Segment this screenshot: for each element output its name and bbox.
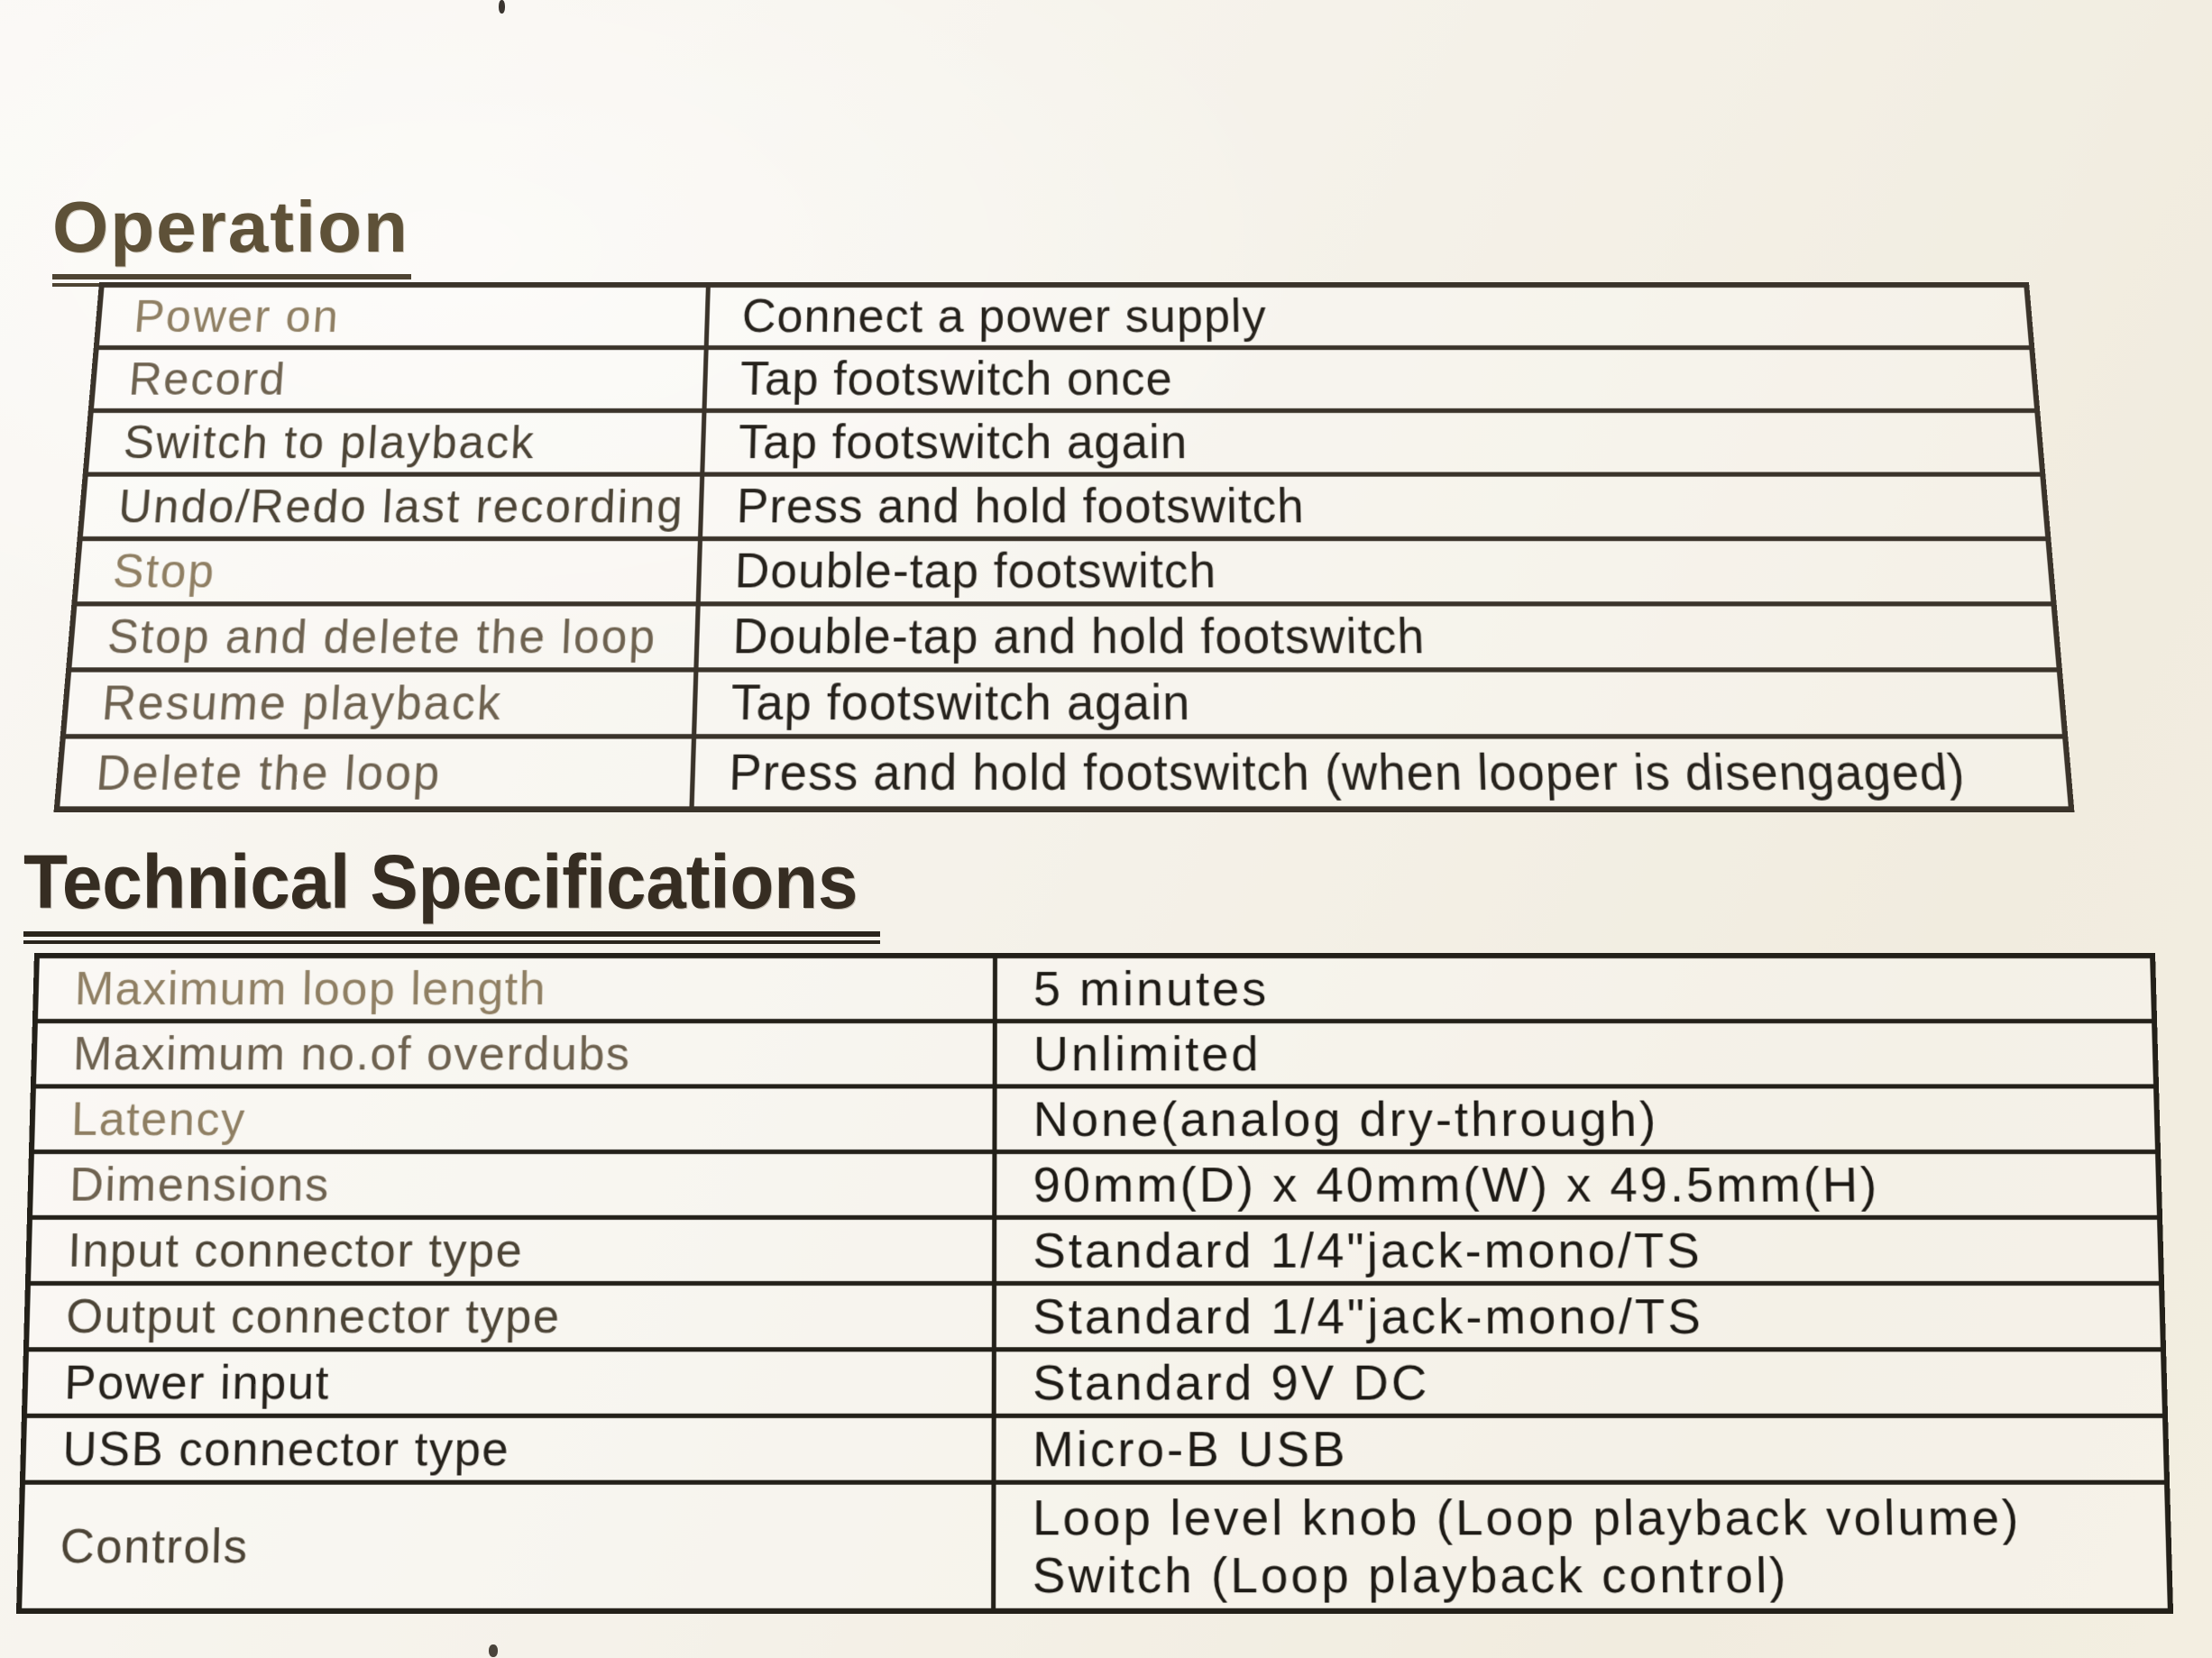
spec-property-cell: Maximum no.of overdubs bbox=[36, 1023, 997, 1084]
spec-property-cell: Latency bbox=[34, 1088, 997, 1150]
operation-method-cell: Double-tap footswitch bbox=[733, 544, 1217, 600]
spec-value-line: Switch (Loop playback control) bbox=[1032, 1547, 1790, 1604]
operation-table-wrapper bbox=[54, 282, 2075, 812]
spec-value-cell: Micro-B USB bbox=[1033, 1421, 1348, 1478]
table-row bbox=[36, 1023, 2153, 1088]
spec-value-cell: Unlimited bbox=[1033, 1026, 1262, 1081]
table-row bbox=[31, 1220, 2159, 1286]
spec-value-cell: Standard 1/4"jack-mono/TS bbox=[1033, 1288, 1704, 1344]
photo-speck bbox=[489, 1644, 498, 1657]
operation-action-cell: Delete the loop bbox=[60, 739, 696, 807]
table-row bbox=[32, 1154, 2157, 1220]
operation-method-cell: Press and hold footswitch bbox=[736, 479, 1306, 534]
spec-property-cell: Power input bbox=[27, 1351, 996, 1413]
operation-method-cell: Press and hold footswitch (when looper is disengaged) bbox=[728, 744, 1968, 802]
operation-action-cell: Power on bbox=[99, 288, 711, 345]
heading-underline bbox=[23, 931, 880, 944]
table-row bbox=[29, 1286, 2161, 1351]
spec-property-cell: Maximum loop length bbox=[38, 958, 997, 1019]
spec-property-cell: Output connector type bbox=[29, 1286, 996, 1347]
table-row bbox=[77, 541, 2051, 606]
operation-action-cell: Resume playback bbox=[66, 673, 698, 735]
operation-method-cell: Tap footswitch once bbox=[739, 353, 1174, 406]
spec-value-cell: Standard 9V DC bbox=[1033, 1354, 1430, 1411]
table-row bbox=[82, 477, 2045, 541]
specs-title: Technical Specifications bbox=[23, 839, 858, 924]
operation-table bbox=[54, 282, 2075, 812]
operation-method-cell: Tap footswitch again bbox=[730, 674, 1191, 731]
operation-action-cell: Undo/Redo last recording bbox=[83, 477, 704, 536]
spec-value-cell: None(analog dry-through) bbox=[1033, 1091, 1659, 1147]
spec-value-cell: 90mm(D) x 40mm(W) x 49.5mm(H) bbox=[1033, 1157, 1880, 1213]
table-row bbox=[27, 1351, 2162, 1418]
table-row bbox=[99, 288, 2030, 350]
spec-property-cell: Dimensions bbox=[32, 1154, 996, 1215]
spec-value-cell: Standard 1/4"jack-mono/TS bbox=[1033, 1223, 1703, 1278]
spec-value-line: Loop level knob (Loop playback volume) bbox=[1032, 1489, 2023, 1546]
table-row bbox=[60, 739, 2068, 807]
specs-table-wrapper bbox=[16, 953, 2173, 1614]
spec-property-cell: Input connector type bbox=[31, 1220, 996, 1281]
spec-property-cell: Controls bbox=[22, 1485, 996, 1608]
operation-action-cell: Switch to playback bbox=[88, 413, 706, 472]
operation-section-heading bbox=[52, 186, 411, 287]
operation-action-cell: Record bbox=[94, 350, 709, 408]
table-row bbox=[22, 1485, 2168, 1608]
table-row bbox=[25, 1418, 2164, 1485]
operation-method-cell: Connect a power supply bbox=[741, 289, 1268, 344]
operation-action-cell: Stop and delete the loop bbox=[72, 606, 701, 667]
specs-table bbox=[16, 953, 2173, 1614]
table-row bbox=[94, 350, 2035, 413]
table-row bbox=[88, 413, 2041, 477]
spec-property-cell: USB connector type bbox=[25, 1418, 996, 1480]
table-row bbox=[71, 606, 2057, 672]
photo-speck bbox=[499, 0, 505, 14]
table-row bbox=[34, 1088, 2155, 1154]
operation-method-cell: Double-tap and hold footswitch bbox=[731, 609, 1427, 665]
specs-section-heading bbox=[23, 838, 880, 944]
spec-value-cell bbox=[996, 1485, 2168, 1608]
operation-method-cell: Tap footswitch again bbox=[738, 416, 1189, 470]
table-row bbox=[38, 958, 2152, 1023]
spec-value-cell: 5 minutes bbox=[1033, 961, 1270, 1016]
operation-action-cell: Stop bbox=[78, 541, 702, 601]
table-row bbox=[66, 673, 2062, 739]
operation-title: Operation bbox=[52, 187, 409, 267]
